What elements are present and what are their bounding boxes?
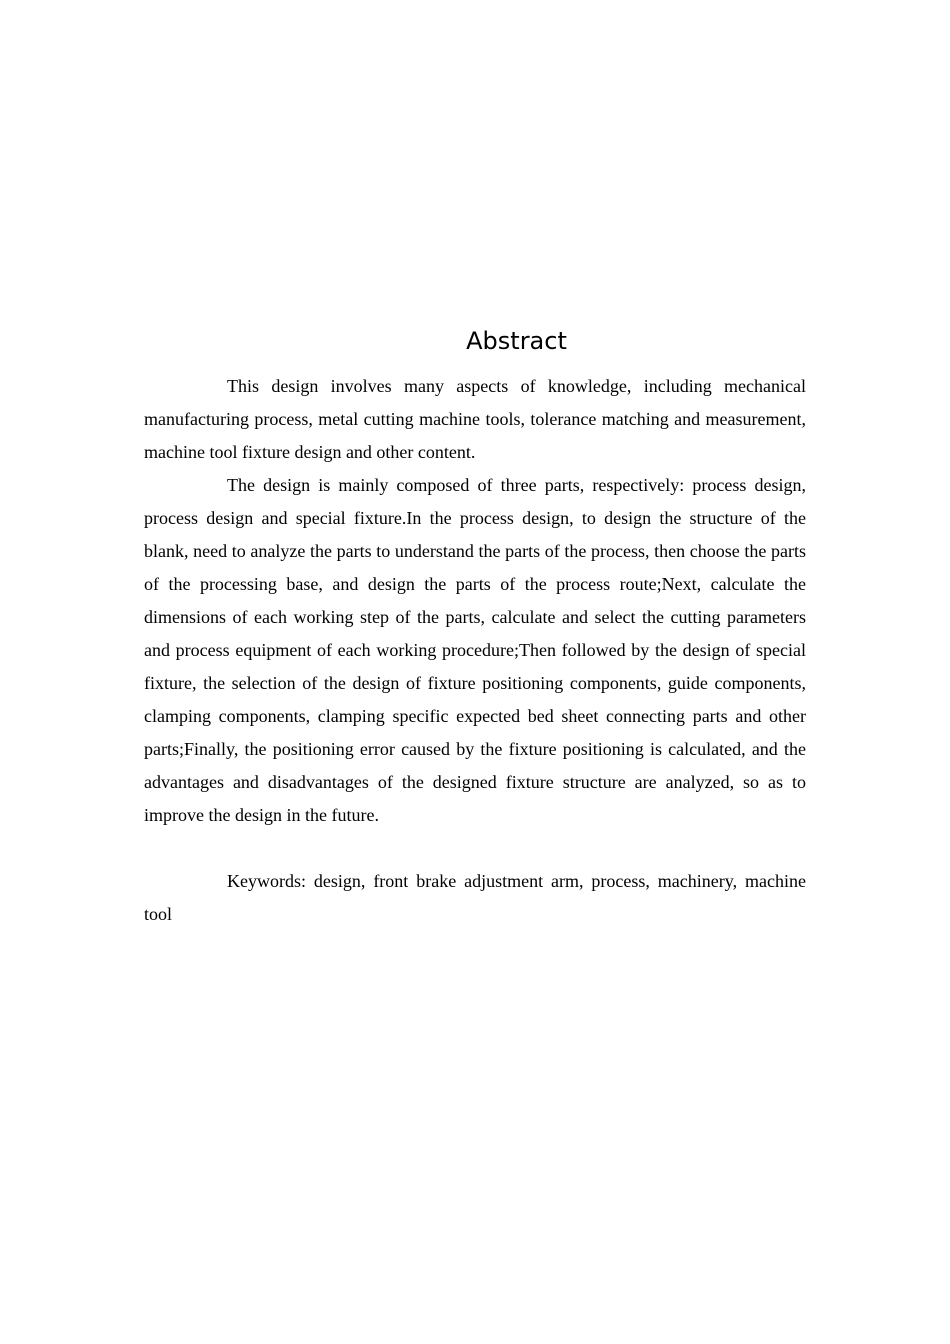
keywords-line: Keywords: design, front brake adjustment arm, process, machinery, machine tool (144, 871, 806, 924)
abstract-paragraph-2: The design is mainly composed of three parts, respectively: process design, process design and special fixture.In the process design, to design the structure of the blank, need to analyze the parts to understand the parts of the process, then choose the parts of the processing base, and design the parts of the process route;Next, calculate the dimensions of each working step of the parts, calculate and select the cutting parameters and process equipment of each working procedure;Then followed by the design of special fixture, the selection of the design of fixture positioning components, guide components, clamping components, clamping specific expected bed sheet connecting parts and other parts;Finally, the positioning error caused by the fixture positioning is calculated, and the advantages and disadvantages of the designed fixture structure are analyzed, so as to improve the design in the future. (144, 475, 806, 825)
paragraph-spacer (144, 832, 806, 865)
abstract-title: Abstract (466, 327, 567, 355)
abstract-body (144, 370, 806, 931)
abstract-paragraph-1: This design involves many aspects of knowledge, including mechanical manufacturing process, metal cutting machine tools, tolerance matching and measurement, machine tool fixture design and other content. (144, 376, 806, 462)
